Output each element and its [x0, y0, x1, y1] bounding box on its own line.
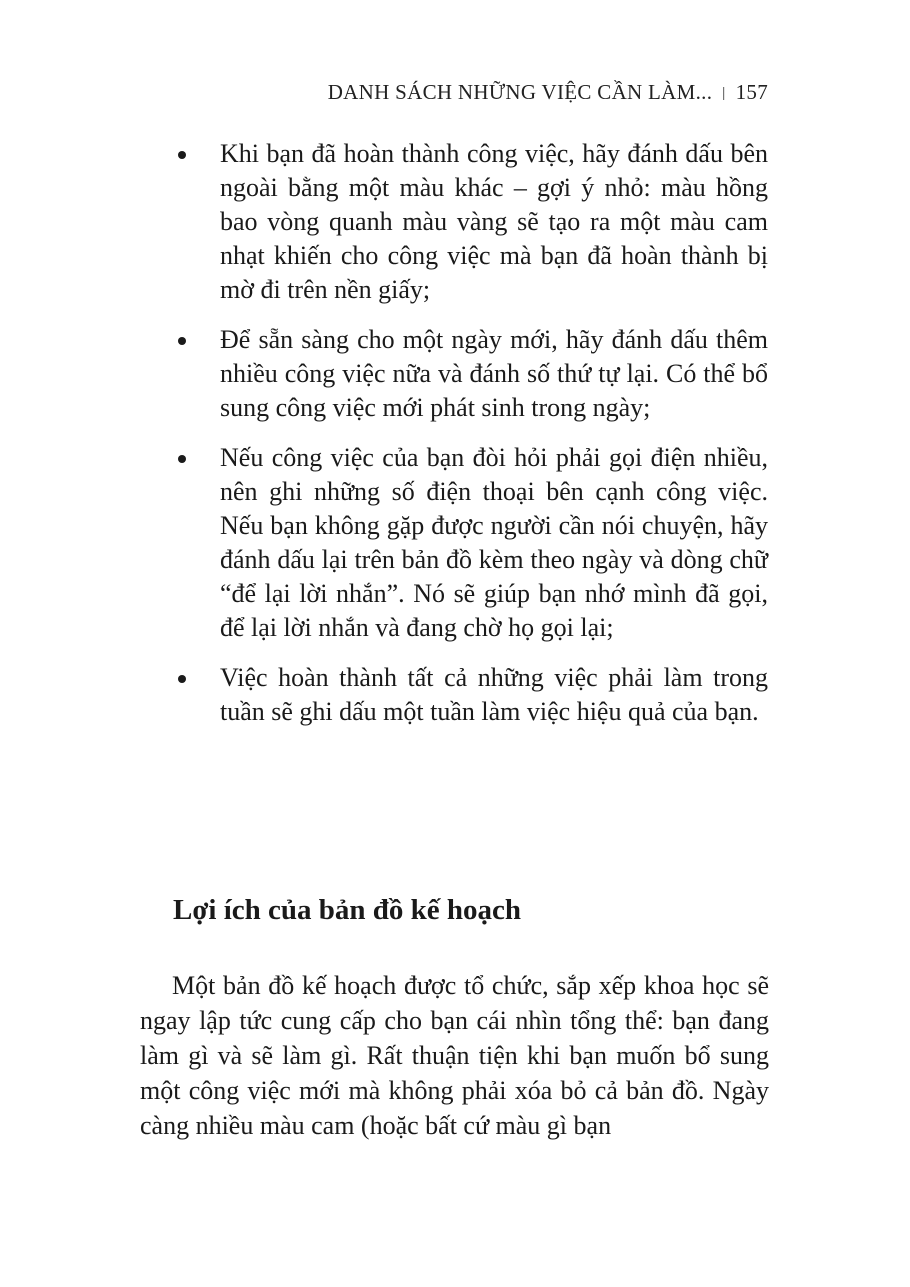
- list-item-text: Việc hoàn thành tất cả những việc phải làm trong tuần sẽ ghi dấu một tuần làm việc hiệu quả của bạn.: [220, 663, 768, 726]
- chapter-title: DANH SÁCH NHỮNG VIỆC CẦN LÀM...: [327, 80, 713, 104]
- list-item-text: Khi bạn đã hoàn thành công việc, hãy đánh dấu bên ngoài bằng một màu khác – gợi ý nhỏ: màu hồng bao vòng quanh màu vàng sẽ tạo ra một màu cam nhạt khiến cho công việc mà bạn đã hoàn thành bị mờ đi trên nền giấy;: [220, 139, 768, 304]
- bullet-dot-icon: [178, 675, 186, 683]
- header-separator: |: [722, 85, 726, 101]
- list-item: [176, 441, 768, 645]
- bullet-dot-icon: [178, 337, 186, 345]
- list-item: [176, 137, 768, 307]
- body-paragraph: Một bản đồ kế hoạch được tổ chức, sắp xếp khoa học sẽ ngay lập tức cung cấp cho bạn cái nhìn tổng thể: bạn đang làm gì và sẽ làm gì. Rất thuận tiện khi bạn muốn bổ sung một công việc mới mà không phải xóa bỏ cả bản đồ. Ngày càng nhiều màu cam (hoặc bất cứ màu gì bạn: [140, 971, 769, 1140]
- section-heading: Lợi ích của bản đồ kế hoạch: [173, 894, 522, 926]
- list-item: [176, 323, 768, 425]
- bullet-dot-icon: [178, 455, 186, 463]
- list-item-text: Để sẵn sàng cho một ngày mới, hãy đánh dấu thêm nhiều công việc nữa và đánh số thứ tự lại. Có thể bổ sung công việc mới phát sinh trong ngày;: [220, 325, 768, 422]
- page-number: 157: [735, 80, 768, 104]
- bullet-list: [176, 137, 768, 745]
- list-item: [176, 661, 768, 729]
- running-header: [328, 80, 768, 105]
- list-item-text: Nếu công việc của bạn đòi hỏi phải gọi điện nhiều, nên ghi những số điện thoại bên cạnh công việc. Nếu bạn không gặp được người cần nói chuyện, hãy đánh dấu lại trên bản đồ kèm theo ngày và dòng chữ “để lại lời nhắn”. Nó sẽ giúp bạn nhớ mình đã gọi, để lại lời nhắn và đang chờ họ gọi lại;: [220, 443, 768, 642]
- bullet-dot-icon: [178, 151, 186, 159]
